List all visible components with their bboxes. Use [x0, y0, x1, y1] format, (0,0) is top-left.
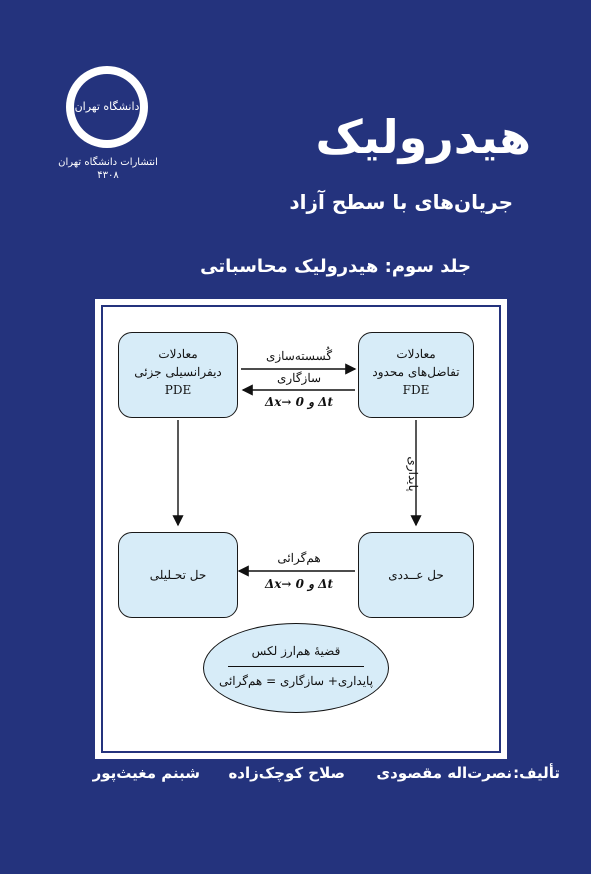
- convergence-label: هم‌گرائی: [277, 551, 321, 565]
- consistency-label: سازگاری: [276, 371, 322, 385]
- discretization-label: گُسسته‌سازی: [265, 349, 333, 363]
- author-1: نصرت‌اله مقصودی: [376, 764, 512, 782]
- diagram-frame: [95, 299, 507, 759]
- logo-emblem: [74, 74, 140, 140]
- analytic-solution-box: حل تحـلیلی: [118, 532, 238, 618]
- lax-theorem-title: قضیۀ هم‌ارز لکس: [251, 644, 341, 658]
- publication-number: ۴۳۰۸: [97, 170, 119, 181]
- book-subtitle: جریان‌های با سطح آزاد: [289, 190, 513, 214]
- lax-divider: [228, 666, 364, 667]
- pde-line3: PDE: [164, 383, 192, 397]
- fde-line3: FDE: [402, 383, 430, 397]
- book-title: هیدرولیک: [315, 110, 531, 164]
- publisher-name: انتشارات دانشگاه تهران: [58, 157, 158, 168]
- publisher-info: [58, 156, 158, 182]
- lax-theorem-ellipse: [203, 623, 389, 713]
- university-logo: [66, 66, 148, 148]
- fde-box: [358, 332, 474, 418]
- pde-line1: معادلات: [158, 347, 198, 361]
- fde-line1: معادلات: [396, 347, 436, 361]
- authors-line: [40, 764, 560, 794]
- logo-text: دانشگاه تهران: [74, 100, 140, 113]
- limit-top-label: Δt و Δx→ 0: [264, 395, 334, 409]
- numeric-solution-box: حل عــددی: [358, 532, 474, 618]
- limit-bottom-label: Δt و Δx→ 0: [264, 577, 334, 591]
- stability-label: پایداری: [406, 456, 420, 492]
- volume-title: جلد سوم: هیدرولیک محاسباتی: [200, 256, 471, 277]
- lax-theorem-formula: پایداری+ سازگاری = هم‌گرائی: [218, 674, 374, 688]
- authors-prefix: تألیف:: [513, 764, 560, 782]
- author-3: شبنم مغیث‌پور: [92, 764, 200, 782]
- diagram-inner-frame: [101, 305, 501, 753]
- pde-line2: دیفرانسیلی جزئی: [134, 365, 222, 379]
- pde-box: [118, 332, 238, 418]
- fde-line2: تفاضل‌های محدود: [372, 365, 460, 379]
- author-2: صلاح کوچک‌زاده: [228, 764, 345, 782]
